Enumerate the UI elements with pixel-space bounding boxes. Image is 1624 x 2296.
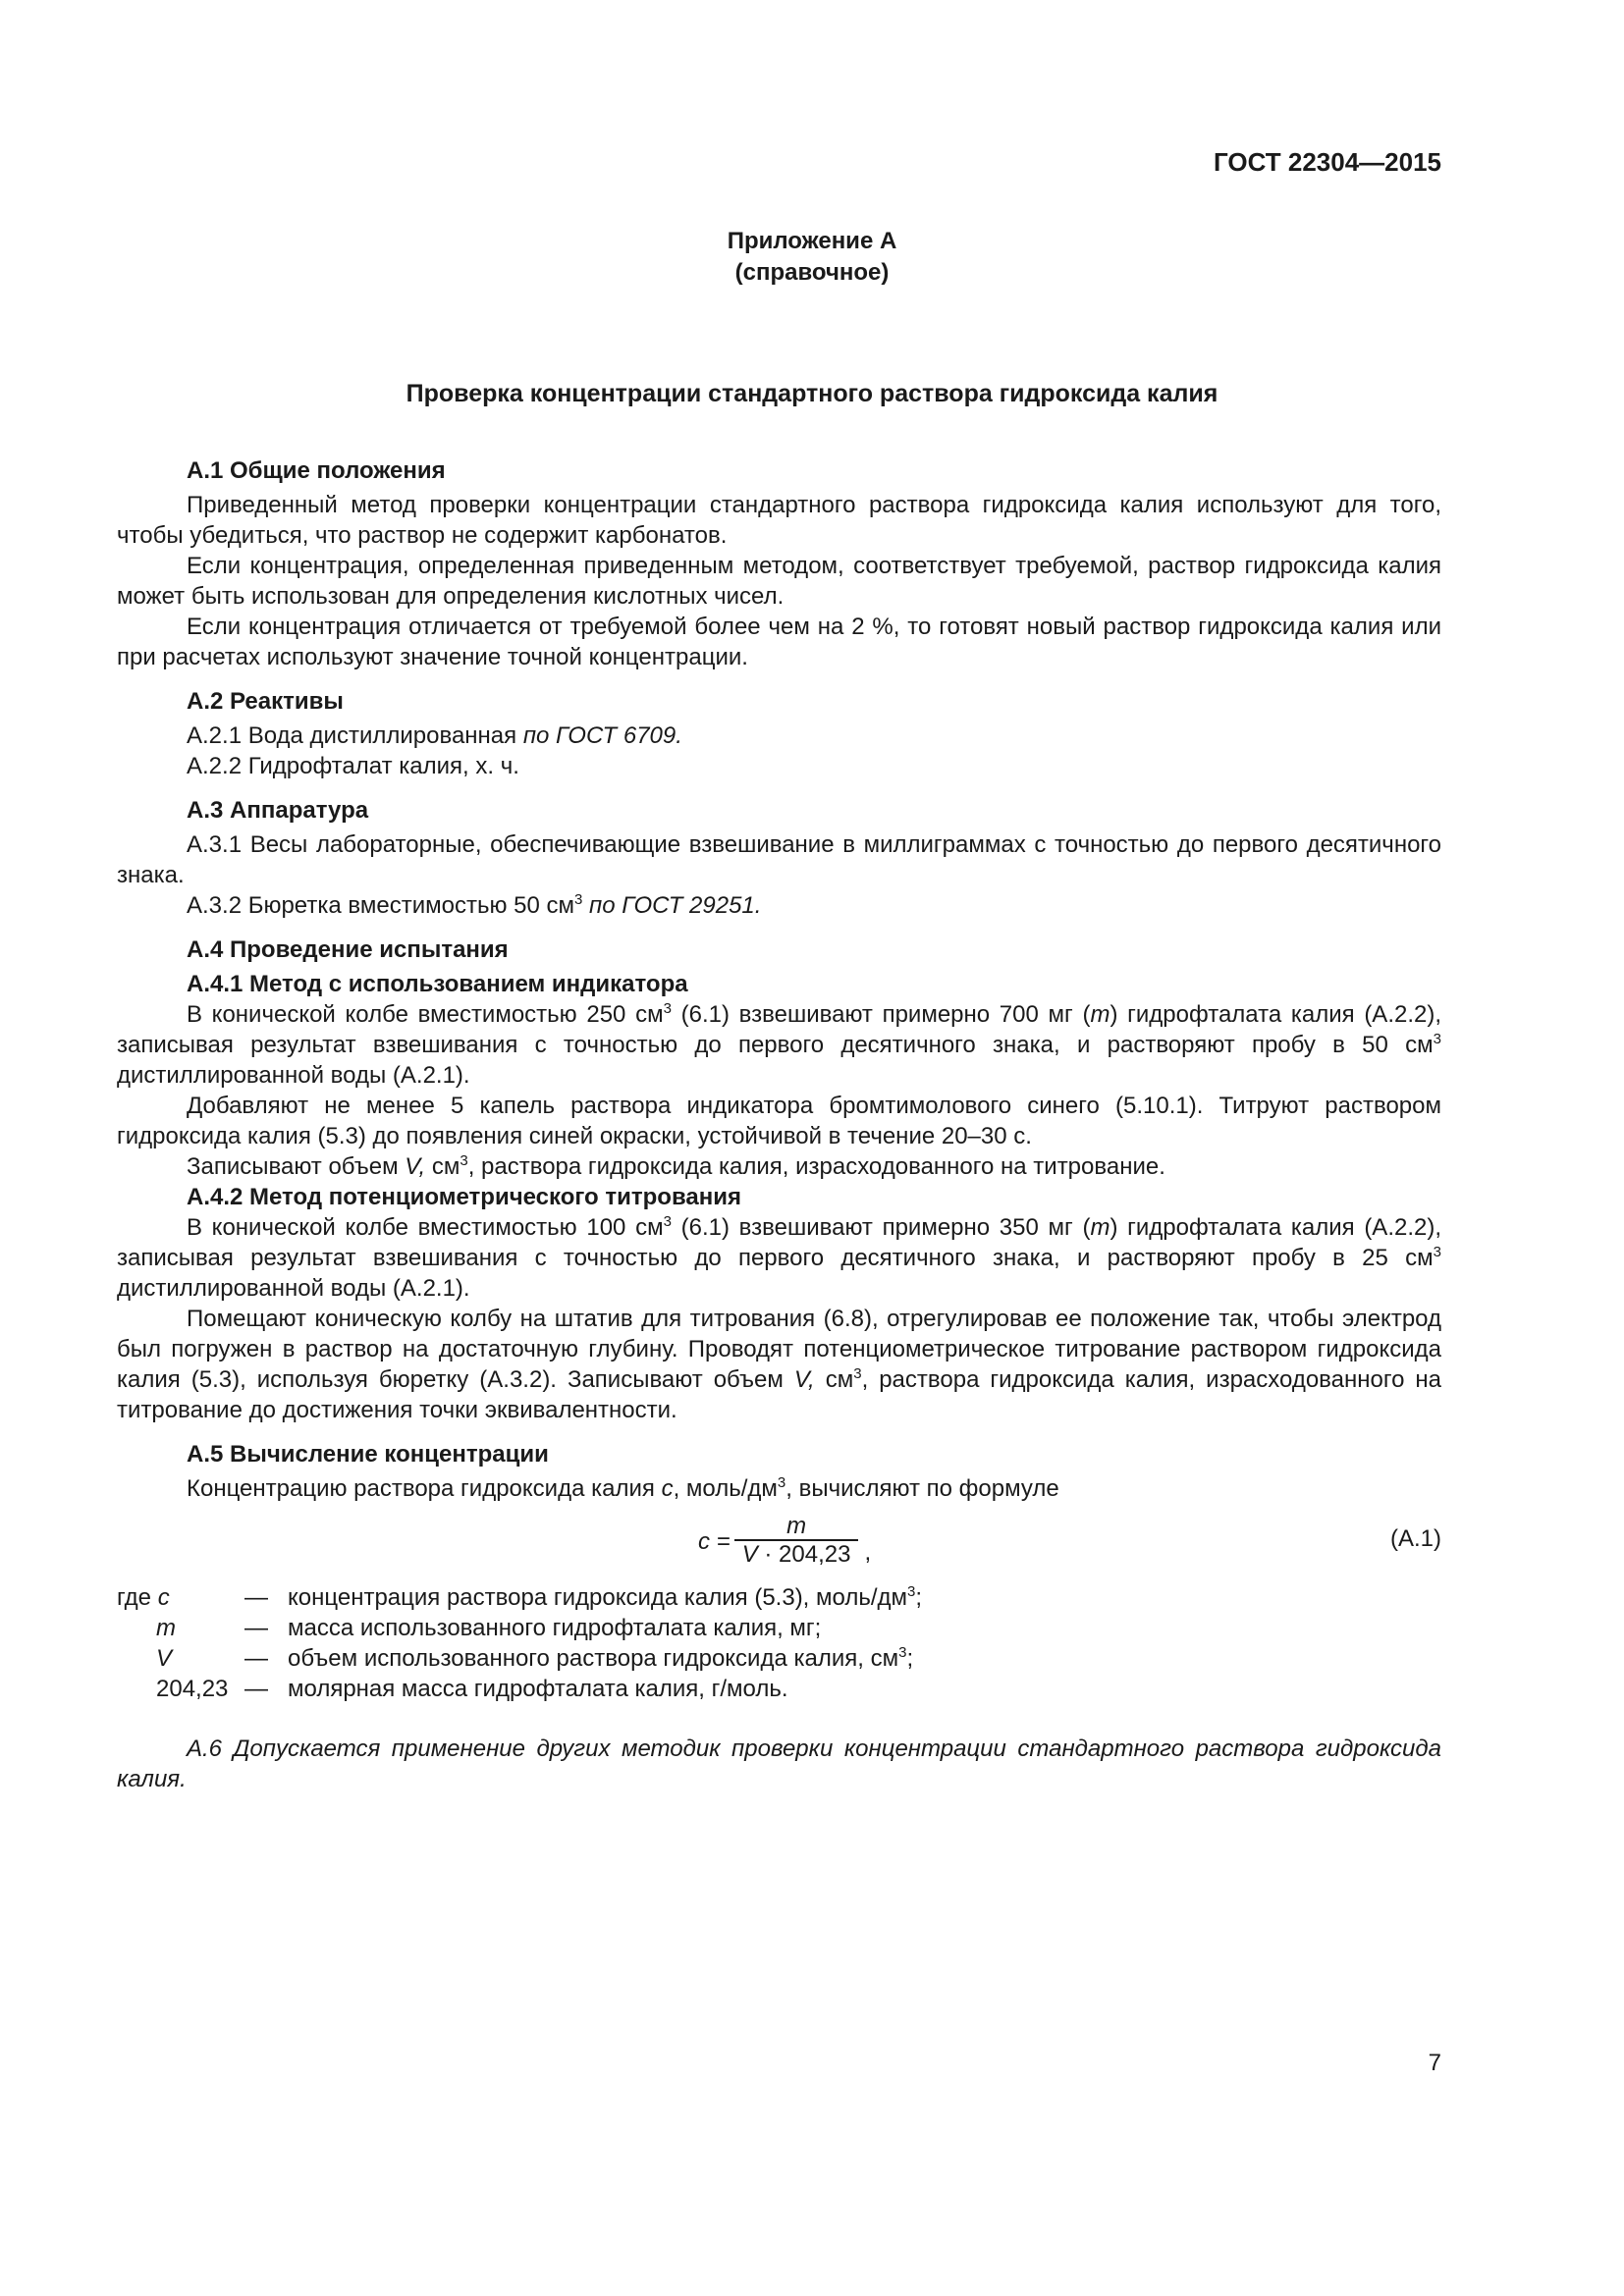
subsection-heading-a42: А.4.2 Метод потенциометрического титрования [187, 1184, 741, 1210]
section-heading-a1: А.1 Общие положения [187, 457, 446, 484]
legend-row: m — масса использованного гидрофталата калия, мг; [156, 1615, 822, 1641]
paragraph: В конической колбе вместимостью 250 $см^3$ (6.1) взвешивают примерно 700 мг (m) гидрофталата калия (А.2.2), записывая результат взвешивания с точностью до первого десятичного знака, и растворяют пробу в 50 $см^3$ дистиллированной воды (А.2.1). [117, 1000, 1442, 1089]
appendix-label: Приложение А [727, 228, 897, 254]
legend-row: где c — концентрация раствора гидроксида калия (5.3), моль/$дм^3$; [117, 1583, 923, 1611]
list-item: А.3.1 Весы лабораторные, обеспечивающие взвешивание в миллиграммах с точностью до первого десятичного знака. [117, 831, 1441, 888]
list-item: А.2.2 Гидрофталат калия, х. ч. [187, 753, 519, 779]
list-item: А.2.1 Вода дистиллированная по ГОСТ 6709. [187, 722, 682, 749]
formula: c = $\frac{m}{V \cdot 204,23}$ , [698, 1513, 872, 1568]
paragraph: Концентрацию раствора гидроксида калия c, моль/$дм^3$, вычисляют по формуле [187, 1474, 1059, 1502]
standard-reference: по ГОСТ 29251. [582, 892, 762, 919]
page-number: 7 [1428, 2050, 1441, 2076]
paragraph: Помещают коническую колбу на штатив для титрования (6.8), отрегулировав ее положение так, чтобы электрод был погружен в раствор на достаточную глубину. Проводят потенциометрическое титрование раствором гидроксида калия (5.3), используя бюретку (А.3.2). Записывают объем V, $см^3$, раствора гидроксида калия, израсходованного на титрование до достижения точки эквивалентности. [117, 1306, 1442, 1423]
equation-number: (А.1) [1389, 1525, 1441, 1552]
variable-legend [117, 1582, 1441, 1704]
paragraph: В конической колбе вместимостью 100 $см^3$ (6.1) взвешивают примерно 350 мг (m) гидрофталата калия (А.2.2), записывая результат взвешивания с точностью до первого десятичного знака, и растворяют пробу в 25 $см^3$ дистиллированной воды (А.2.1). [117, 1213, 1442, 1302]
paragraph: Записывают объем V, $см^3$, раствора гидроксида калия, израсходованного на титрование. [187, 1152, 1165, 1180]
note-a6: А.6 Допускается применение других методик проверки концентрации стандартного раствора гидроксида калия. [117, 1735, 1441, 1792]
legend-row: V — объем использованного раствора гидроксида калия, $см^3$; [156, 1644, 914, 1672]
paragraph: Если концентрация, определенная приведенным методом, соответствует требуемой, раствор гидроксида калия может быть использован для определения кислотных чисел. [117, 553, 1441, 610]
page-title: Проверка концентрации стандартного раствора гидроксида калия [406, 380, 1218, 407]
fraction-denominator: V · 204,23 [734, 1539, 859, 1569]
formula-lhs: c = [698, 1527, 731, 1555]
appendix-type: (справочное) [734, 259, 890, 286]
paragraph: Если концентрация отличается от требуемой более чем на 2 %, то готовят новый раствор гидроксида калия или при расчетах используют значение точной концентрации. [117, 614, 1441, 670]
document-body [117, 455, 1441, 1794]
paragraph: Добавляют не менее 5 капель раствора индикатора бромтимолового синего (5.10.1). Титруют раствором гидроксида калия (5.3) до появления синей окраски, устойчивой в течение 20–30 с. [117, 1093, 1441, 1149]
section-heading-a4: А.4 Проведение испытания [187, 936, 509, 963]
fraction [734, 1514, 859, 1569]
section-heading-a3: А.3 Аппаратура [187, 797, 369, 824]
document-id: ГОСТ 22304—2015 [1214, 147, 1441, 177]
section-heading-a2: А.2 Реактивы [187, 688, 344, 715]
formula-block [117, 1510, 1441, 1573]
legend-row: 204,23 — молярная масса гидрофталата калия, г/моль. [156, 1676, 788, 1702]
appendix-heading [0, 226, 1624, 289]
list-item: А.3.2 Бюретка вместимостью 50 $см^3$ по ГОСТ 29251. [187, 891, 762, 919]
paragraph: Приведенный метод проверки концентрации стандартного раствора гидроксида калия используют для того, чтобы убедиться, что раствор не содержит карбонатов. [117, 492, 1441, 549]
section-heading-a5: А.5 Вычисление концентрации [187, 1441, 549, 1468]
fraction-numerator: m [786, 1513, 807, 1539]
standard-reference: по ГОСТ 6709. [522, 722, 682, 749]
subsection-heading-a41: А.4.1 Метод с использованием индикатора [187, 971, 688, 997]
